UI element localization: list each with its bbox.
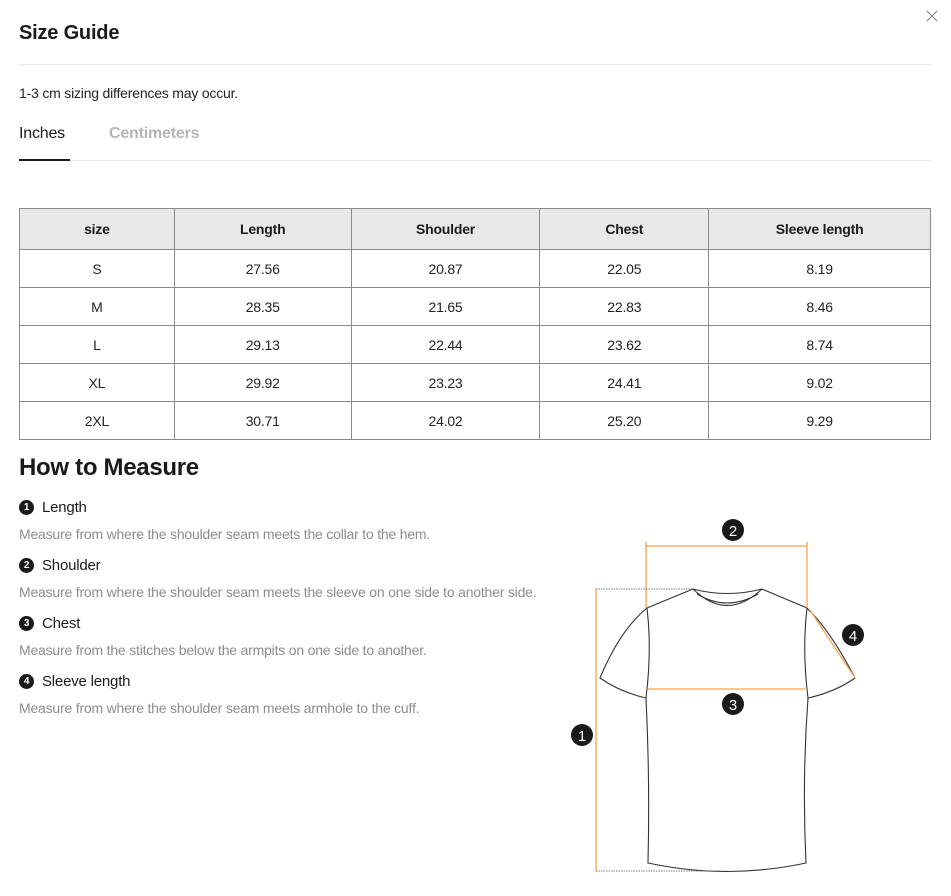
- cell-sleeve-length: 8.19: [709, 250, 931, 288]
- cell-chest: 22.05: [540, 250, 709, 288]
- measure-title: Sleeve length: [42, 672, 131, 690]
- tshirt-diagram-svg: [560, 500, 880, 896]
- column-header-sleeve-length: Sleeve length: [709, 209, 931, 250]
- measure-title: Chest: [42, 614, 81, 632]
- size-table: [19, 208, 931, 440]
- close-icon: [926, 10, 938, 22]
- tab-inches[interactable]: Inches: [19, 125, 65, 142]
- measure-title: Length: [42, 498, 87, 516]
- measure-item-sleeve-length: [19, 671, 579, 729]
- cell-shoulder: 21.65: [351, 288, 540, 326]
- table-row: [20, 402, 931, 440]
- table-row: [20, 288, 931, 326]
- cell-shoulder: 24.02: [351, 402, 540, 440]
- badge-3-icon: [722, 693, 744, 715]
- measure-instructions: [19, 497, 579, 729]
- cell-chest: 24.41: [540, 364, 709, 402]
- badge-1-icon: [571, 724, 593, 746]
- number-3-icon: 3: [19, 616, 34, 631]
- cell-length: 29.92: [174, 364, 351, 402]
- cell-size: S: [20, 250, 175, 288]
- cell-length: 28.35: [174, 288, 351, 326]
- measure-description: Measure from where the shoulder seam meets the sleeve on one side to another side.: [19, 584, 537, 600]
- table-row: [20, 364, 931, 402]
- cell-chest: 22.83: [540, 288, 709, 326]
- cell-sleeve-length: 8.46: [709, 288, 931, 326]
- measure-description: Measure from where the shoulder seam meets the collar to the hem.: [19, 526, 431, 542]
- header-divider: [19, 64, 931, 65]
- cell-chest: 25.20: [540, 402, 709, 440]
- close-button[interactable]: [924, 8, 940, 24]
- svg-text:2: 2: [728, 523, 738, 540]
- cell-sleeve-length: 8.74: [709, 326, 931, 364]
- measure-description: Measure from where the shoulder seam meets armhole to the cuff.: [19, 700, 420, 716]
- tshirt-outline-icon: [600, 589, 858, 872]
- dialog-title: Size Guide: [19, 22, 120, 44]
- measure-item-length: [19, 497, 579, 555]
- cell-size: XL: [20, 364, 175, 402]
- column-header-shoulder: Shoulder: [351, 209, 540, 250]
- how-to-measure-heading: How to Measure: [19, 454, 199, 481]
- tshirt-measurement-diagram: [560, 500, 880, 896]
- number-1-icon: 1: [19, 500, 34, 515]
- cell-sleeve-length: 9.02: [709, 364, 931, 402]
- cell-size: M: [20, 288, 175, 326]
- tab-centimeters[interactable]: Centimeters: [109, 125, 200, 142]
- unit-tabs: [19, 122, 931, 161]
- table-row: [20, 326, 931, 364]
- cell-size: L: [20, 326, 175, 364]
- cell-size: 2XL: [20, 402, 175, 440]
- active-tab-indicator: [19, 159, 70, 161]
- column-header-length: Length: [174, 209, 351, 250]
- svg-text:1: 1: [577, 728, 587, 745]
- cell-length: 27.56: [174, 250, 351, 288]
- cell-chest: 23.62: [540, 326, 709, 364]
- cell-shoulder: 20.87: [351, 250, 540, 288]
- sizing-note: 1-3 cm sizing differences may occur.: [19, 85, 238, 101]
- measure-item-chest: [19, 613, 579, 671]
- table-row: [20, 250, 931, 288]
- column-header-size: size: [20, 209, 175, 250]
- number-2-icon: 2: [19, 558, 34, 573]
- badge-4-icon: [842, 624, 864, 646]
- measure-item-shoulder: [19, 555, 579, 613]
- measure-description: Measure from the stitches below the armpits on one side to another.: [19, 642, 427, 658]
- svg-text:4: 4: [848, 628, 858, 645]
- cell-shoulder: 22.44: [351, 326, 540, 364]
- cell-length: 29.13: [174, 326, 351, 364]
- cell-length: 30.71: [174, 402, 351, 440]
- svg-text:3: 3: [728, 697, 738, 714]
- number-4-icon: 4: [19, 674, 34, 689]
- badge-2-icon: [722, 519, 744, 541]
- column-header-chest: Chest: [540, 209, 709, 250]
- cell-sleeve-length: 9.29: [709, 402, 931, 440]
- cell-shoulder: 23.23: [351, 364, 540, 402]
- measure-title: Shoulder: [42, 556, 101, 574]
- table-header-row: [20, 209, 931, 250]
